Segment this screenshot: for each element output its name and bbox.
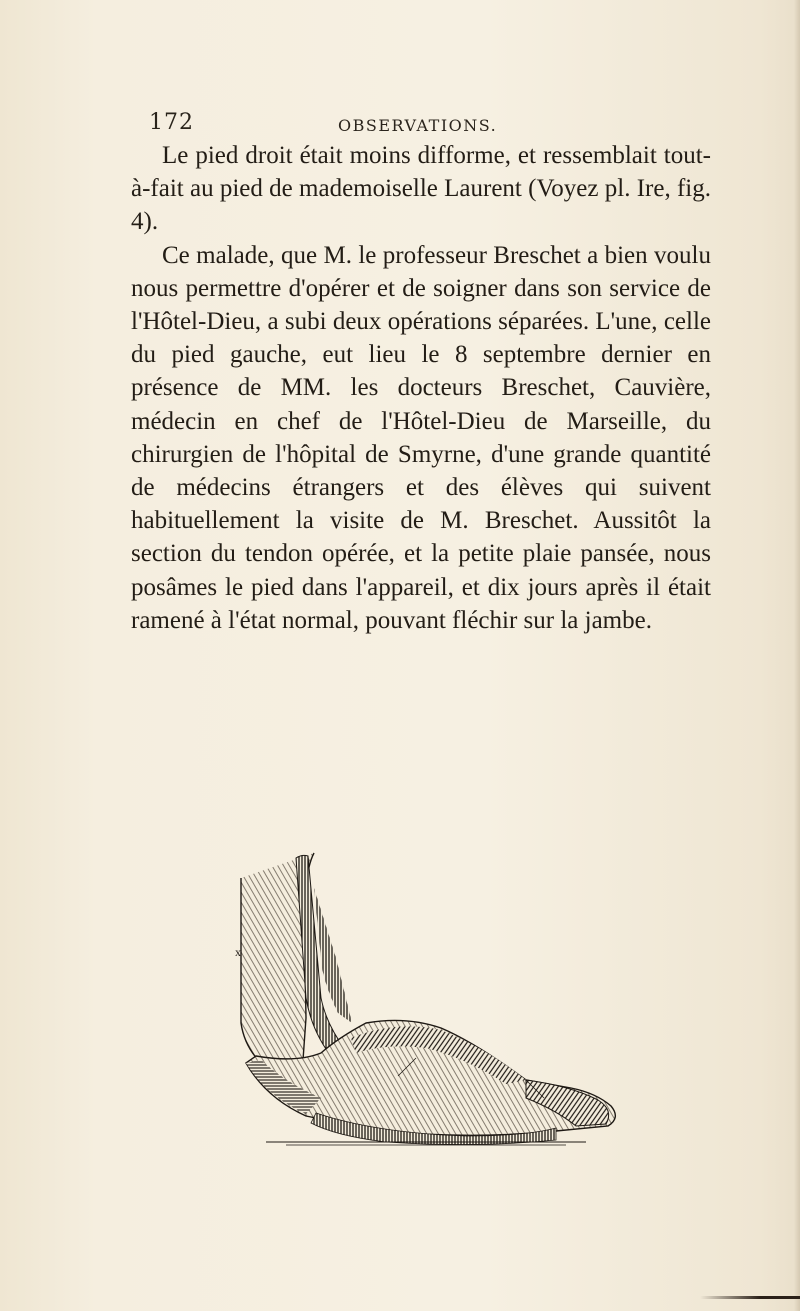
paragraph-1: Le pied droit était moins difforme, et ressemblait tout-à-fait au pied de mademoiselle Laurent (Voyez pl. Ire, fig. 4). (131, 142, 711, 236)
body-text (131, 139, 711, 637)
paragraph-2: Ce malade, que M. le professeur Breschet a bien voulu nous permettre d'opérer et de soigner dans son service de l'Hôtel-Dieu, a subi deux opérations séparées. L'une, celle du pied gauche, eut lieu le 8 septembre dernier en présence de MM. les docteurs Breschet, Cauvière, médecin en chef de l'Hôtel-Dieu de Marseille, du chirurgien de l'hôpital de Smyrne, d'une grande quantité de médecins étrangers et des élèves qui suivent habituellement la visite de M. Breschet. Aussitôt la section du tendon opérée, et la petite plaie pansée, nous posâmes le pied dans l'appareil, et dix jours après il était ramené à l'état normal, pouvant fléchir sur la jambe. (131, 241, 711, 634)
running-title: OBSERVATIONS. (338, 116, 498, 135)
page-number: 172 (149, 110, 194, 135)
running-head (0, 110, 800, 140)
figure-label: x (235, 945, 241, 959)
foot-engraving (226, 848, 626, 1148)
foot-illustration (226, 848, 626, 1148)
bottom-rule (700, 1296, 800, 1299)
page-edge-shadow (794, 0, 800, 1311)
